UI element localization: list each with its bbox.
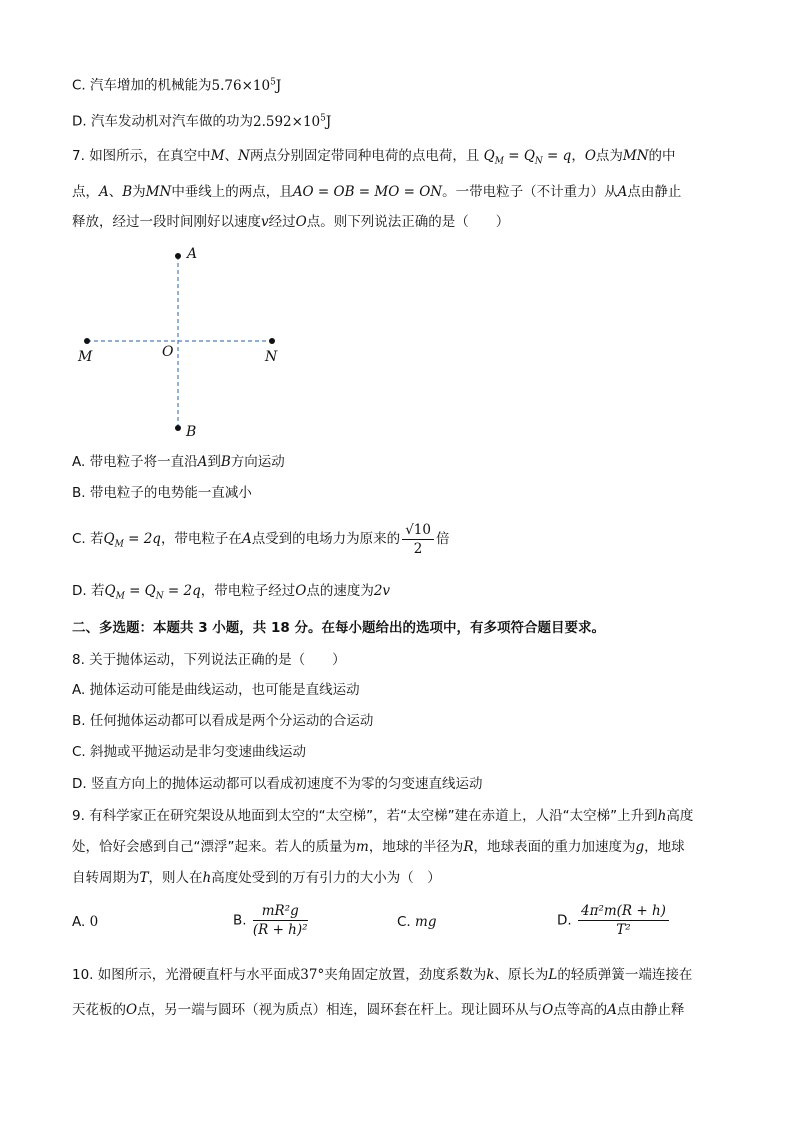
q9-stem-line-2: 处，恰好会感到自己“漂浮”起来。若人的质量为m，地球的半径为R，地球表面的重力加速度为g，地球 bbox=[72, 839, 685, 855]
label-o: O bbox=[162, 344, 174, 360]
q7-stem-line-2: 点，A、B为MN中垂线上的两点，且AO = OB = MO = ON。一带电粒子（不计重力）从A点由静止 bbox=[72, 184, 682, 200]
q9-option-a: A. 0 bbox=[72, 914, 99, 930]
q8-stem: 8. 关于抛体运动，下列说法正确的是（ ） bbox=[72, 652, 346, 668]
point-b bbox=[175, 425, 181, 431]
label-m: M bbox=[78, 349, 93, 365]
point-n bbox=[269, 338, 275, 344]
point-a bbox=[175, 253, 181, 259]
q7-diagram bbox=[60, 240, 310, 445]
section-2-heading: 二、多选题：本题共 3 小题，共 18 分。在每小题给出的选项中，有多项符合题目要求。 bbox=[72, 620, 605, 636]
q8-option-b: B. 任何抛体运动都可以看成是两个分运动的合运动 bbox=[72, 713, 374, 729]
q8-option-a: A. 抛体运动可能是曲线运动，也可能是直线运动 bbox=[72, 682, 360, 698]
label-n: N bbox=[265, 349, 278, 365]
q10-stem-line-2: 天花板的O点，另一端与圆环（视为质点）相连，圆环套在杆上。现让圆环从与O点等高的A点由静止释 bbox=[72, 1002, 685, 1018]
q9-stem-line-3: 自转周期为T，则人在h高度处受到的万有引力的大小为（ ） bbox=[72, 870, 441, 886]
q7-stem-line-3: 释放，经过一段时间刚好以速度v经过O点。则下列说法正确的是（ ） bbox=[72, 214, 510, 230]
q7-option-c: C. 若$Q_M = 2q$，带电粒子在A点受到的电场力为原来的 $\frac{√10}{2}$ 倍 bbox=[72, 521, 450, 557]
q9-option-b: B. $\frac{\text{mR²g}}{\text{(R + h)²}}$ bbox=[233, 903, 308, 938]
q8-option-c: C. 斜抛或平抛运动是非匀变速曲线运动 bbox=[72, 744, 307, 760]
q6-option-d: D. 汽车发动机对汽车做的功为$2.592\times 10^5J$ bbox=[72, 113, 332, 130]
label-a: A bbox=[187, 246, 198, 262]
q7-option-b: B. 带电粒子的电势能一直减小 bbox=[72, 485, 252, 501]
label-b: B bbox=[186, 424, 197, 440]
q7-option-d: D. 若$Q_M = Q_N = 2q$，带电粒子经过O点的速度为2v bbox=[72, 583, 391, 602]
q7-option-a: A. 带电粒子将一直沿A到B方向运动 bbox=[72, 454, 285, 470]
q9-option-d: D. $\frac{\text{4π²m(R + h)}}{\text{T²}}$ bbox=[557, 902, 671, 939]
q10-stem-line-1: 10. 如图所示，光滑硬直杆与水平面成37°夹角固定放置，劲度系数为k、原长为L的轻质弹簧一端连接在 bbox=[72, 967, 693, 983]
fraction-sqrt10-over-2: $\frac{√10}{2}$ bbox=[402, 521, 434, 558]
point-m bbox=[84, 338, 90, 344]
q9-option-c: C. mg bbox=[397, 914, 437, 930]
q7-stem-line-1: 7. 如图所示，在真空中M、N两点分别固定带同种电荷的点电荷，且 $Q_M = Q_N = q$，O点为MN的中 bbox=[72, 148, 676, 167]
q9-stem-line-1: 9. 有科学家正在研究架设从地面到太空的“太空梯”，若“太空梯”建在赤道上，人沿“太空梯”上升到h高度 bbox=[72, 808, 694, 824]
q8-option-d: D. 竖直方向上的抛体运动都可以看成初速度不为零的匀变速直线运动 bbox=[72, 776, 483, 792]
q6-option-c: C. 汽车增加的机械能为$5.76\times 10^5J$ bbox=[72, 77, 282, 94]
